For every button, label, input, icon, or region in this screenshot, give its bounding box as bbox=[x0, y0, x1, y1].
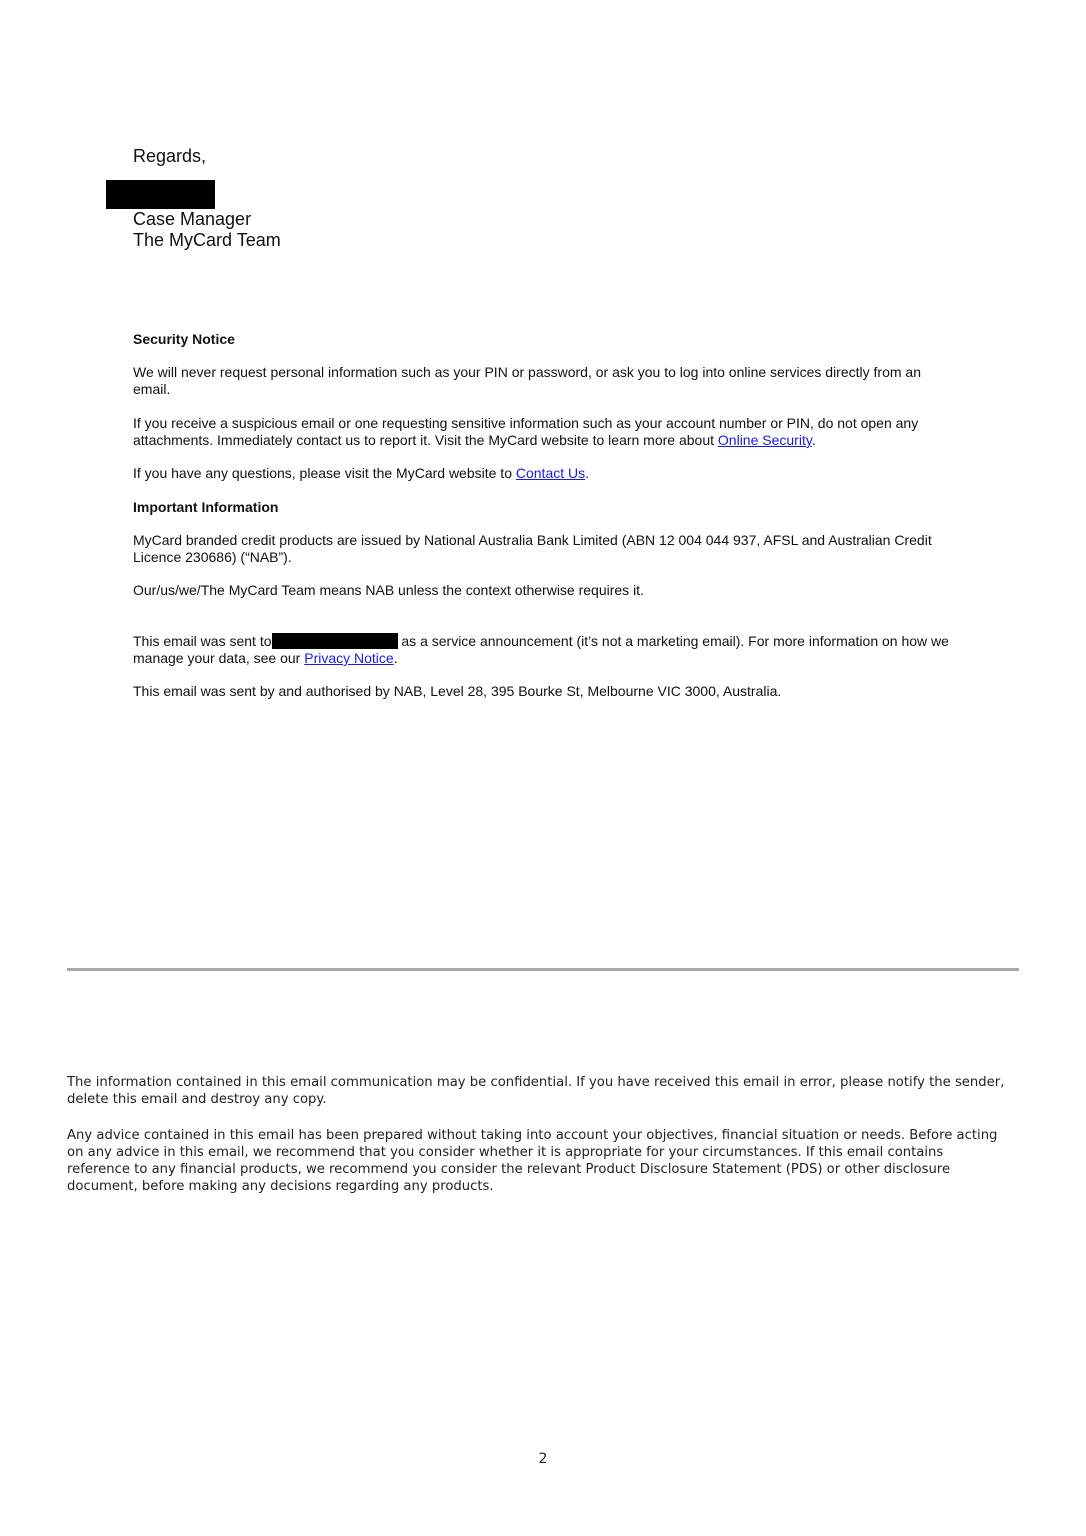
footer-divider bbox=[67, 968, 1019, 971]
security-notice-paragraph-2-text: If you receive a suspicious email or one requesting sensitive information such as your account number or PIN, do not open any attachments. Immediately contact us to report it. Visit the MyCard website to learn more about bbox=[133, 415, 919, 448]
security-notice-paragraph-2: If you receive a suspicious email or one requesting sensitive information such as your account number or PIN, do not open any attachments. Immediately contact us to report it. Visit the MyCard website to learn more about Online Security. bbox=[133, 415, 919, 448]
sent-notice-suffix: as a service announcement (it’s not a marketing email). For more information on how we manage your data, see our bbox=[133, 633, 949, 666]
sent-notice-paragraph: This email was sent to as a service announcement (it’s not a marketing email). For more information on how we manage your data, see our Privacy Notice. bbox=[133, 633, 949, 666]
important-information-heading: Important Information bbox=[133, 499, 279, 515]
security-notice-paragraph-1: We will never request personal information such as your PIN or password, or ask you to log into online services directly from an email. bbox=[133, 364, 921, 397]
security-notice-paragraph-3: If you have any questions, please visit the MyCard website to Contact Us. bbox=[133, 465, 590, 481]
security-notice-paragraph-3-text: If you have any questions, please visit the MyCard website to bbox=[133, 465, 516, 481]
sign-off: Regards, bbox=[133, 146, 207, 166]
contact-us-link[interactable]: Contact Us bbox=[515, 465, 586, 481]
online-security-link[interactable]: Online Security bbox=[717, 432, 812, 448]
security-notice-heading: Security Notice bbox=[133, 331, 235, 347]
redacted-recipient-email bbox=[272, 633, 398, 649]
important-information-paragraph-2: Our/us/we/The MyCard Team means NAB unless the context otherwise requires it. bbox=[133, 582, 644, 598]
redacted-signer-name bbox=[106, 180, 215, 209]
advice-disclaimer: Any advice contained in this email has been prepared without taking into account your objectives, financial situation or needs. Before acting on any advice in this email, we recommend that you consider whether it is appropriate for your circumstances. If this email contains reference to any financial products, we recommend you consider the relevant Product Disclosure Statement (PDS) or other disclosure document, before making any decisions regarding any products. bbox=[67, 1128, 998, 1194]
important-information-paragraph-1: MyCard branded credit products are issued by National Australia Bank Limited (ABN 12 004 044 937, AFSL and Australian Credit Licence 230686) (“NAB”). bbox=[133, 532, 932, 565]
authorised-by-notice: This email was sent by and authorised by NAB, Level 28, 395 Bourke St, Melbourne VIC 3000, Australia. bbox=[133, 683, 782, 699]
sent-notice-prefix: This email was sent to bbox=[133, 633, 272, 649]
signer-team: The MyCard Team bbox=[133, 230, 281, 250]
page-number: 2 bbox=[538, 1451, 548, 1467]
privacy-notice-link[interactable]: Privacy Notice bbox=[304, 650, 394, 666]
signer-role: Case Manager bbox=[133, 209, 252, 229]
confidentiality-disclaimer: The information contained in this email communication may be confidential. If you have received this email in error, please notify the sender, delete this email and destroy any copy. bbox=[67, 1075, 1005, 1107]
